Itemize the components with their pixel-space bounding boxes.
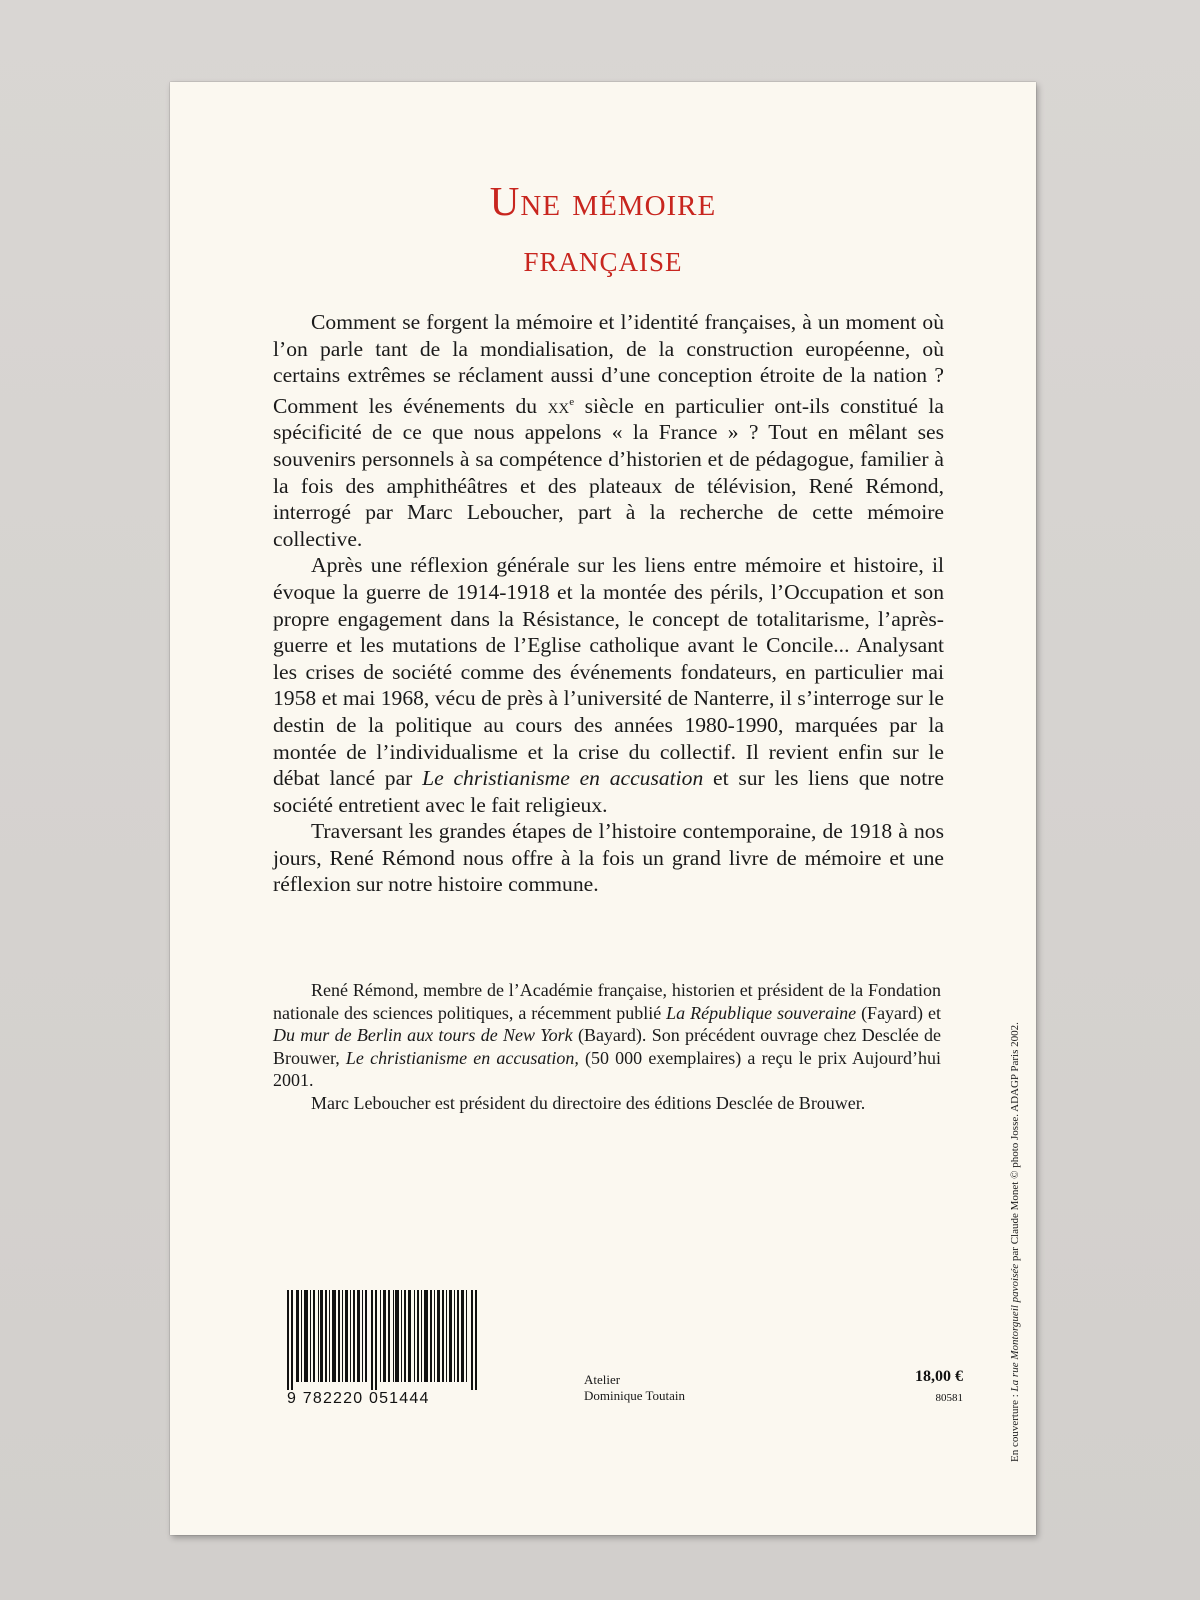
summary-text [273,309,944,898]
publisher-credit [584,1372,685,1404]
publisher-line-2: Dominique Toutain [584,1388,686,1403]
bio-p1-text-b: (Fayard) et [856,1002,941,1023]
book-title [170,172,1036,288]
summary-p2-book-title: Le christianisme en accusation [422,766,704,791]
product-code: 80581 [935,1392,963,1404]
summary-paragraph-3: Traversant les grandes étapes de l’histoire contemporaine, de 1918 à nos jours, René Rémond nous offre à la fois un grand livre de mémoire et une réflexion sur notre histoire commune. [273,819,944,897]
summary-p2-text-b: et sur les liens que notre société entretient avec le fait religieux. [273,766,944,817]
bio-p1-text-c: (Bayard). Son précédent ouvrage chez Desclée de Brouwer, [273,1025,942,1068]
bio-p1-text-a: René Rémond, membre de l’Académie française, historien et président de la Fondation nationale des sciences politiques, a récemment publié [273,980,941,1023]
summary-p2-text-a: Après une réflexion générale sur les liens entre mémoire et histoire, il évoque la guerre de 1914-1918 et la montée des périls, l’Occupation et son propre engagement dans la Résistance, le concept de totalitarisme, l’après-guerre et les mutations de l’Eglise catholique avant le Concile... Analysant les crises de société comme des événements fondateurs, en particulier mai 1958 et mai 1968, vécu de près à l’université de Nanterre, il s’interroge sur le destin de la politique au cours des années 1980-1990, marquées par la montée de l’individualisme et la crise du collectif. Il revient enfin sur le débat lancé par [273,553,944,791]
summary-paragraph-1 [273,309,944,552]
cover-credit-prefix: En couverture : [1009,1391,1021,1462]
publisher-line-1: Atelier [584,1372,621,1387]
barcode-icon [287,1290,479,1390]
author-bio-paragraph-2: Marc Leboucher est président du directoire des éditions Desclée de Brouwer. [311,1092,866,1113]
bio-book-title-3: Le christianisme en accusation, [345,1047,579,1068]
century-numeral: xx [547,393,570,418]
book-back-cover [170,82,1036,1535]
isbn-barcode [287,1290,479,1412]
isbn-digits: 9 782220 051444 [287,1390,430,1407]
summary-p1-text-a: Comment se forgent la mémoire et l’identité françaises, à un moment où l’on parle tant de la mondialisation, de la construction européenne, où certains extrêmes se réclament aussi d’une conception étroite de la nation ? Comment les événements du [273,310,944,418]
bio-p1-text-d: (50 000 exemplaires) a reçu le prix Aujourd’hui 2001. [273,1047,941,1091]
summary-p1-text-b: siècle en particulier ont-ils constitué la spécificité de ce que nous appelons « la France » ? Tout en mêlant ses souvenirs personnels à sa compétence d’historien et de pédagogue, familier à la fois des amphithéâtres et des plateaux de télévision, René Rémond, interrogé par Marc Leboucher, part à la recherche de cette mémoire collective. [273,393,945,551]
book-title-line-1: Une mémoire [489,178,717,224]
price: 18,00 € [915,1368,963,1385]
century-superscript: e [569,395,575,408]
cover-credit [1008,782,1022,1462]
author-bio-paragraph-1 [273,979,941,1092]
author-bio [273,979,941,1115]
cover-credit-suffix: par Claude Monet © photo Josse. ADAGP Paris 2002. [1009,1022,1021,1264]
cover-credit-artwork: La rue Montorgueil pavoisée [1009,1263,1021,1392]
bio-book-title-1: La République souveraine [666,1002,857,1023]
summary-paragraph-2 [273,552,944,818]
bio-book-title-2: Du mur de Berlin aux tours de New York [273,1025,573,1046]
book-title-line-2: française [523,238,683,280]
